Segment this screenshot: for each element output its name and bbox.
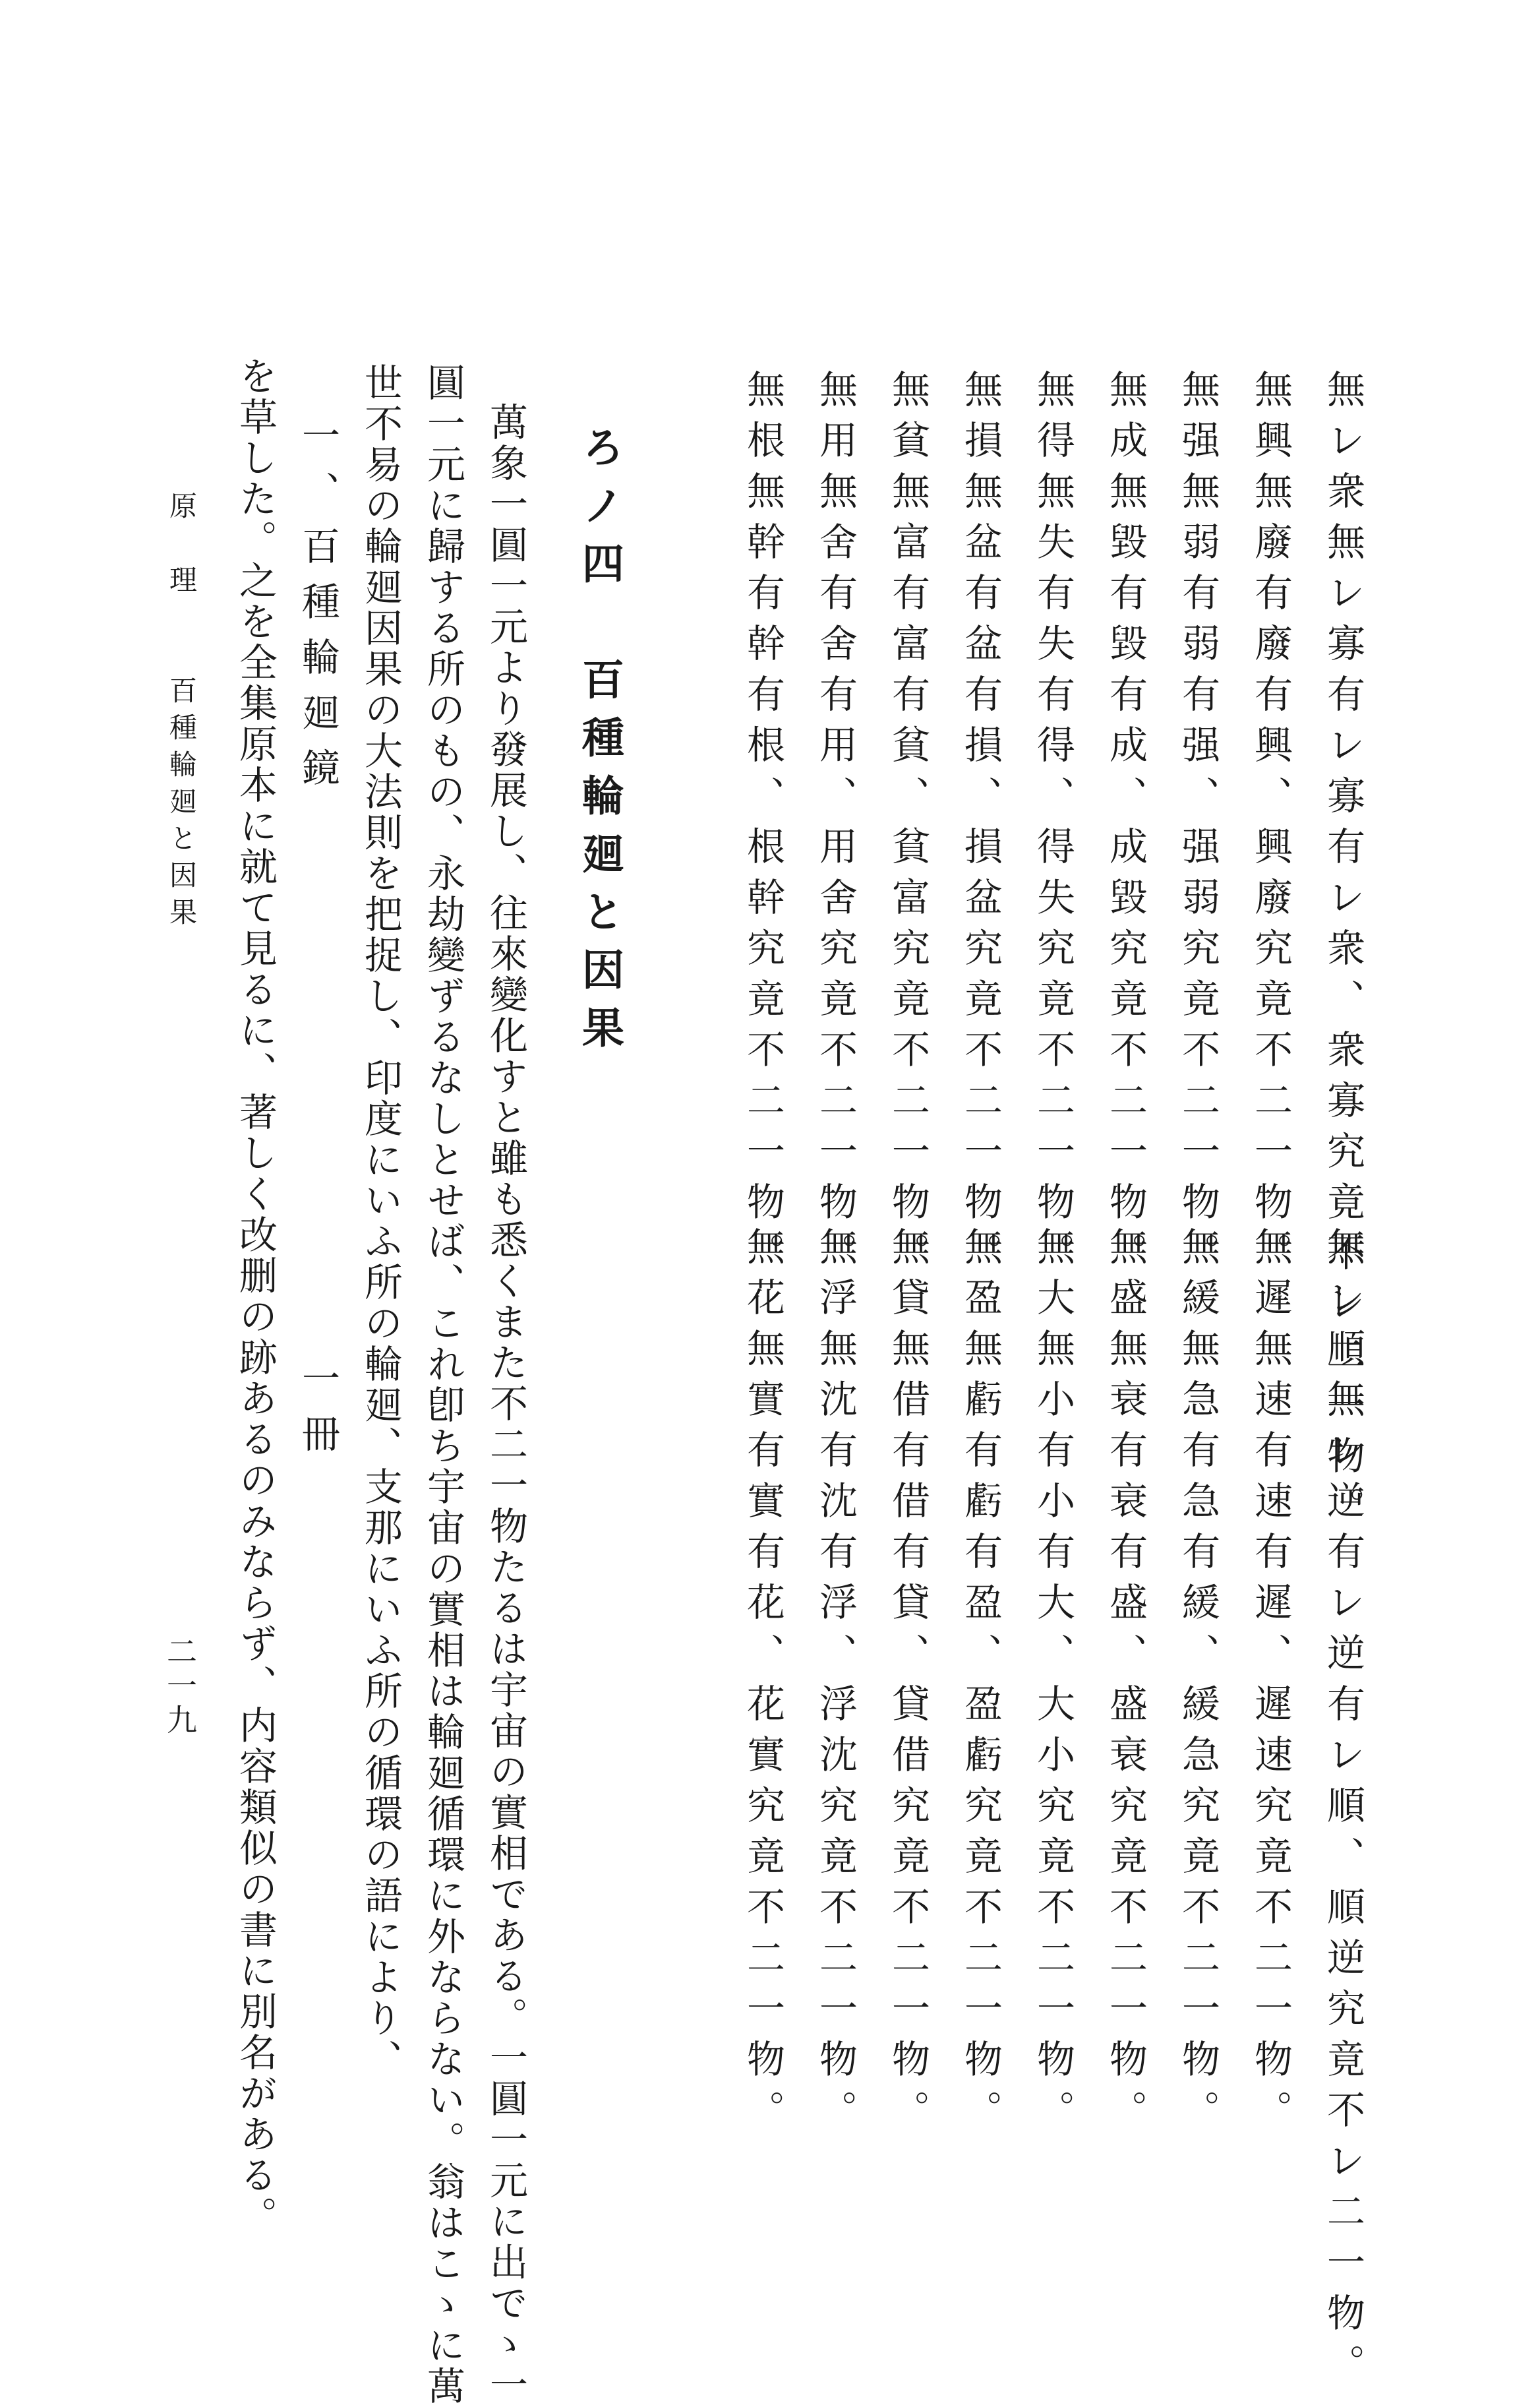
note-line: を草した。之を全集原本に就て見るに、著しく改删の跡あるのみならず、内容類似の書に別名がある。 [233, 356, 278, 2237]
page-number: 二一九 [162, 1635, 198, 1738]
verse-line: 無損無盆有盆有損、損盆究竟不二一物。 [958, 369, 1003, 1283]
verse-line: 無レ順無レ逆有レ逆有レ順、順逆究竟不レ二一物。 [1320, 1227, 1365, 2394]
verse-line: 無根無幹有幹有根、根幹究竟不二一物。 [740, 369, 785, 1283]
verse-line: 無成無毀有毀有成、成毀究竟不二一物。 [1103, 369, 1148, 1283]
verse-line: 無浮無沈有沈有浮、浮沈究竟不二一物。 [813, 1227, 858, 2141]
verse-line: 無得無失有失有得、得失究竟不二一物。 [1030, 369, 1075, 1283]
book-volumes: 一冊 [295, 1358, 340, 1469]
verse-line: 無花無實有實有花、花實究竟不二一物。 [740, 1227, 785, 2141]
verse-block [703, 369, 1365, 2394]
verse-line: 無强無弱有弱有强、强弱究竟不二一物。 [1175, 369, 1220, 1283]
prose-line: 世不易の輪廻因果の大法則を把捉し、印度にいふ所の輪廻、支那にいふ所の循環の語により、 [358, 363, 403, 2080]
verse-line: 無貸無借有借有貸、貸借究竟不二一物。 [885, 1227, 930, 2141]
verse-line: 無用無舍有舍有用、用舍究竟不二一物。 [813, 369, 858, 1283]
book-title: 一、百種輪廻鏡 [295, 415, 340, 803]
section-heading: ろノ四 百種輪廻と因果 [575, 425, 624, 1064]
verse-line: 無貧無富有富有貧、貧富究竟不二一物。 [885, 369, 930, 1283]
prose-line: 萬象一圓一元より發展し、往來變化すと雖も悉くまた不二一物たるは宇宙の實相である。一圓一元に出でゝ一 [483, 402, 528, 2406]
verse-line: 無遲無速有速有遲、遲速究竟不二一物。 [1248, 1227, 1293, 2141]
verse-line: 無緩無急有急有緩、緩急究竟不二一物。 [1175, 1227, 1220, 2141]
verse-line: 無盛無衰有衰有盛、盛衰究竟不二一物。 [1103, 1227, 1148, 2141]
verse-line: 無盈無虧有虧有盈、盈虧究竟不二一物。 [958, 1227, 1003, 2141]
verse-line: 無興無廢有廢有興、興廢究竟不二一物。 [1248, 369, 1293, 1283]
verse-line: 無大無小有小有大、大小究竟不二一物。 [1030, 1227, 1075, 2141]
verse-line: 無レ衆無レ寡有レ寡有レ衆、衆寡究竟不レ二一物。 [1320, 369, 1365, 1537]
running-footer: 原 理 百種輪廻と因果 [165, 491, 198, 934]
prose-line: 圓一元に歸する所のもの、永劫變ずるなしとせば、これ卽ち宇宙の實相は輪廻循環に外ならない。翁はこゝに萬 [421, 363, 465, 2407]
